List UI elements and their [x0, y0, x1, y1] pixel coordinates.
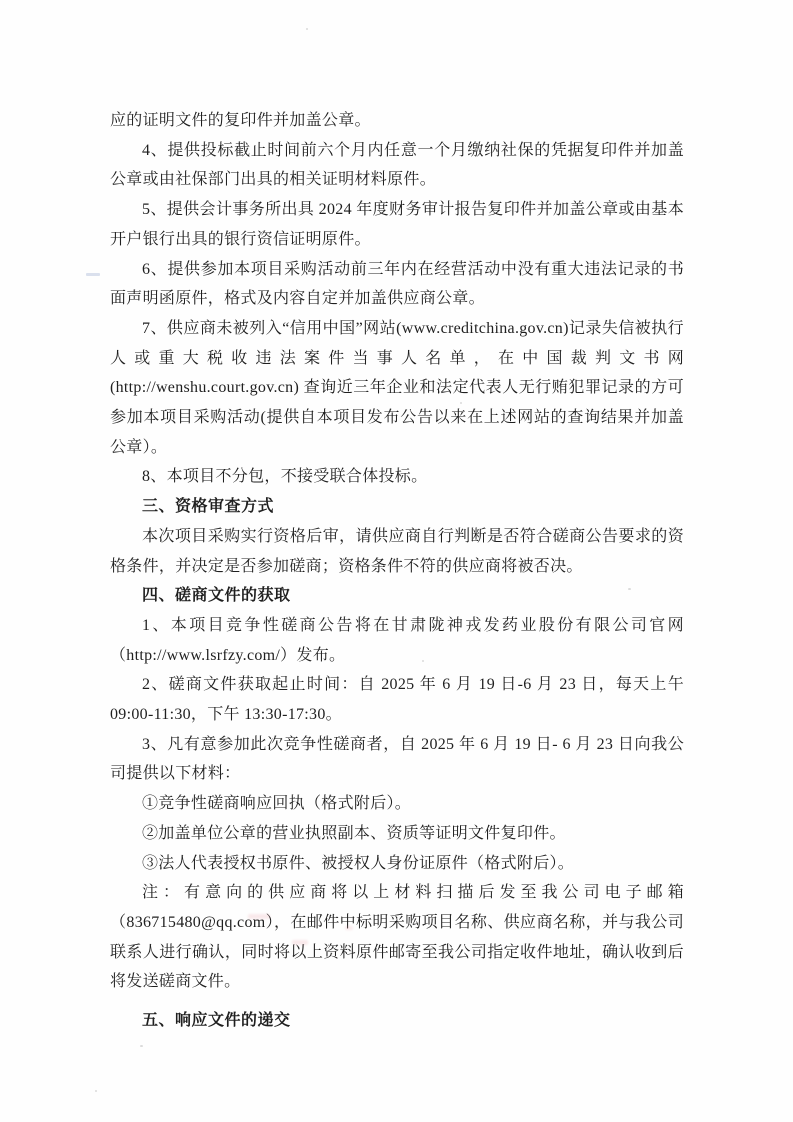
paragraph-item-5-audit-report: 5、提供会计事务所出具 2024 年度财务审计报告复印件并加盖公章或由基本开户银行出具的银行资信证明原件。	[110, 201, 684, 248]
section-heading-qualification-review: 三、资格审查方式	[142, 498, 275, 516]
paragraph-material-2-business-license: ②加盖单位公章的营业执照副本、资质等证明文件复印件。	[142, 824, 566, 842]
paragraph-acquisition-time: 2、磋商文件获取起止时间：自 2025 年 6 月 19 日-6 月 23 日，每天上午 09:00-11:30，下午 13:30-17:30。	[110, 676, 684, 724]
paragraph-item-7-credit-record: 7、供应商未被列入“信用中国”网站(www.creditchina.gov.cn)记录失信被执行人或重大税收违法案件当事人名单，在中国裁判文书网(http://wenshu.court.gov.cn) 查询近三年企业和法定代表人无行贿犯罪记录的方可参加本项目采购活动(提供自本项目发布公告以来在上述网站的查询结果并加盖公章）。	[110, 319, 684, 456]
scan-smudge	[248, 914, 270, 919]
paragraph-material-1-response-receipt: ①竞争性磋商响应回执（格式附后）。	[142, 795, 412, 813]
paragraph-qualification-review-body: 本次项目采购实行资格后审，请供应商自行判断是否符合磋商公告要求的资格条件，并决定是否参加磋商；资格条件不符的供应商将被否决。	[110, 527, 684, 575]
scan-speckle	[460, 402, 462, 404]
scan-speckle	[628, 588, 631, 590]
scan-speckle	[95, 1090, 97, 1092]
paragraph-material-3-authorization: ③法人代表授权书原件、被授权人身份证原件（格式附后）。	[142, 854, 575, 872]
document-body	[110, 106, 684, 1036]
paragraph-acquisition-materials-intro: 3、凡有意参加此次竞争性磋商者，自 2025 年 6 月 19 日- 6 月 23 日向我公司提供以下材料：	[110, 735, 684, 783]
scan-speckle	[140, 1045, 143, 1047]
paragraph-acquisition-announcement: 1、本项目竞争性磋商公告将在甘肃陇神戎发药业股份有限公司官网（http://www.lsrfzy.com/）发布。	[110, 616, 684, 664]
scan-speckle	[422, 660, 424, 662]
paragraph-item-6-no-violation-statement: 6、提供参加本项目采购活动前三年内在经营活动中没有重大违法记录的书面声明函原件，格式及内容自定并加盖供应商公章。	[110, 260, 684, 308]
paragraph-note-email-instruction: 注：有意向的供应商将以上材料扫描后发至我公司电子邮箱（836715480@qq.com），在邮件中标明采购项目名称、供应商名称，并与我公司联系人进行确认，同时将以上资料原件邮寄至我公司指定收件地址，确认收到后将发送磋商文件。	[110, 884, 684, 991]
paragraph-item-4-social-security: 4、提供投标截止时间前六个月内任意一个月缴纳社保的凭据复印件并加盖公章或由社保部门出具的相关证明材料原件。	[110, 141, 684, 189]
scan-smudge	[345, 926, 353, 930]
paragraph-item-8-no-consortium: 8、本项目不分包，不接受联合体投标。	[142, 468, 428, 486]
section-heading-response-submission: 五、响应文件的递交	[142, 1012, 291, 1030]
section-heading-document-acquisition: 四、磋商文件的获取	[142, 587, 291, 605]
scan-mark	[86, 273, 100, 276]
scan-speckle	[306, 28, 308, 30]
scan-smudge	[292, 940, 308, 945]
paragraph-continuation: 应的证明文件的复印件并加盖公章。	[110, 112, 371, 129]
